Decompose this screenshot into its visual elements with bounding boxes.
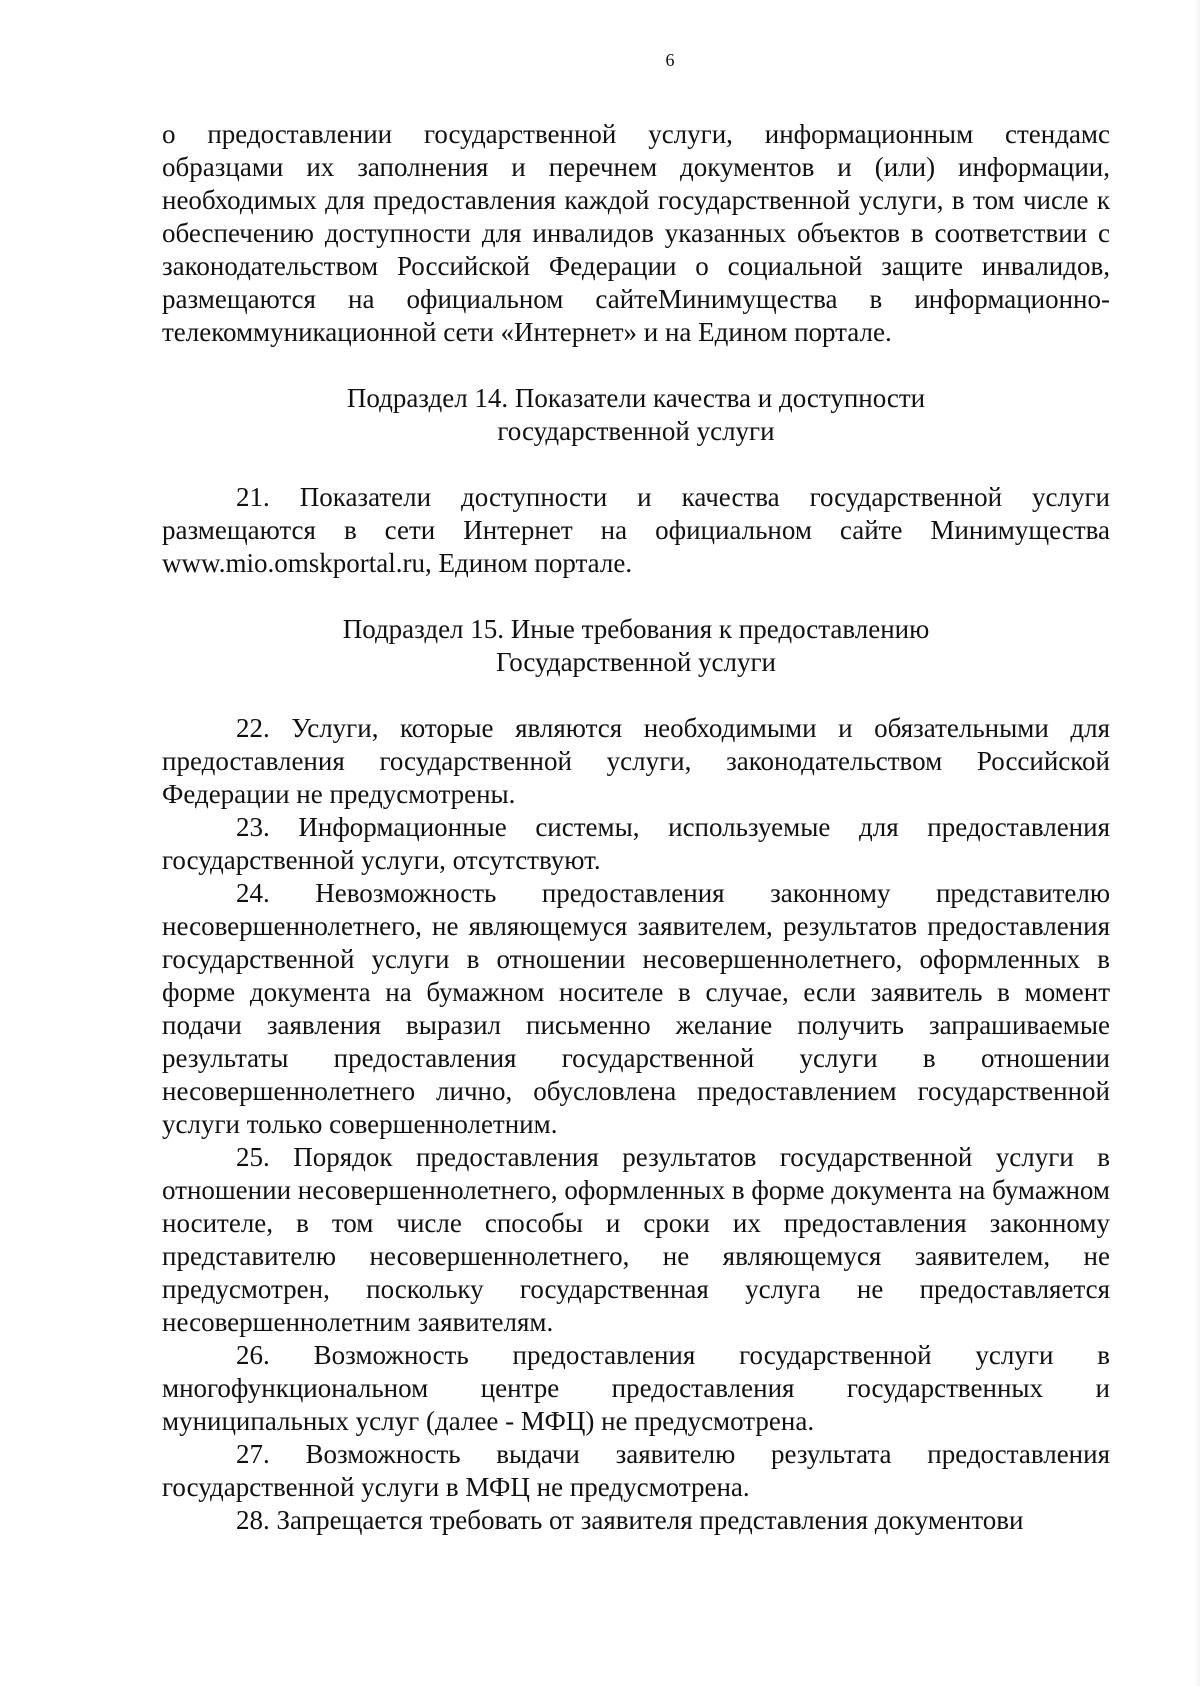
paragraph-21: 21. Показатели доступности и качества государственной услуги размещаются в сети Интернет на официальном сайте Минимущества www.mio.omskportal.ru, Едином портале.	[162, 482, 1110, 578]
paragraph-23: 23. Информационные системы, используемые для предоставления государственной услуги, отсутствуют.	[162, 812, 1110, 875]
page-number: 6	[665, 50, 675, 70]
paragraph-25: 25. Порядок предоставления результатов государственной услуги в отношении несовершеннолетнего, оформленных в форме документа на бумажном носителе, в том числе способы и сроки их предоставления законному представителю несовершеннолетнего, не являющемуся заявителем, не предусмотрен, поскольку государственная услуга не предоставляется несовершеннолетним заявителям.	[162, 1142, 1110, 1337]
paragraph-26: 26. Возможность предоставления государственной услуги в многофункциональном центре предоставления государственных и муниципальных услуг (далее - МФЦ) не предусмотрена.	[162, 1340, 1110, 1436]
heading-line: Государственной услуги	[496, 647, 776, 677]
paragraph-24: 24. Невозможность предоставления законному представителю несовершеннолетнего, не являющемуся заявителем, результатов предоставления государственной услуги в отношении несовершеннолетнего, оформленных в форме документа на бумажном носителе в случае, если заявитель в момент подачи заявления выразил письменно желание получить запрашиваемые результаты предоставления государственной услуги в отношении несовершеннолетнего лично, обусловлена предоставлением государственной услуги только совершеннолетним.	[162, 878, 1110, 1139]
document-body	[162, 118, 1110, 1537]
paragraph-28: 28. Запрещается требовать от заявителя представления документови	[236, 1505, 1024, 1535]
heading-line: государственной услуги	[497, 416, 775, 446]
heading-line: Подраздел 14. Показатели качества и доступности	[346, 383, 926, 413]
paragraph-intro: о предоставлении государственной услуги, информационным стендамс образцами их заполнения и перечнем документов и (или) информации, необходимых для предоставления каждой государственной услуги, в том числе к обеспечению доступности для инвалидов указанных объектов в соответствии с законодательством Российской Федерации о социальной защите инвалидов, размещаются на официальном сайтеМинимущества в информационно-телекоммуникационной сети «Интернет» и на Едином портале.	[162, 119, 1110, 347]
paragraph-27: 27. Возможность выдачи заявителю результата предоставления государственной услуги в МФЦ не предусмотрена.	[162, 1439, 1110, 1502]
section-heading-14	[162, 382, 1110, 448]
heading-line: Подраздел 15. Иные требования к предоставлению	[342, 614, 930, 644]
paragraph-22: 22. Услуги, которые являются необходимыми и обязательными для предоставления государственной услуги, законодательством Российской Федерации не предусмотрены.	[162, 713, 1110, 809]
scan-edge-shading	[1194, 0, 1200, 1686]
section-heading-15	[162, 613, 1110, 679]
